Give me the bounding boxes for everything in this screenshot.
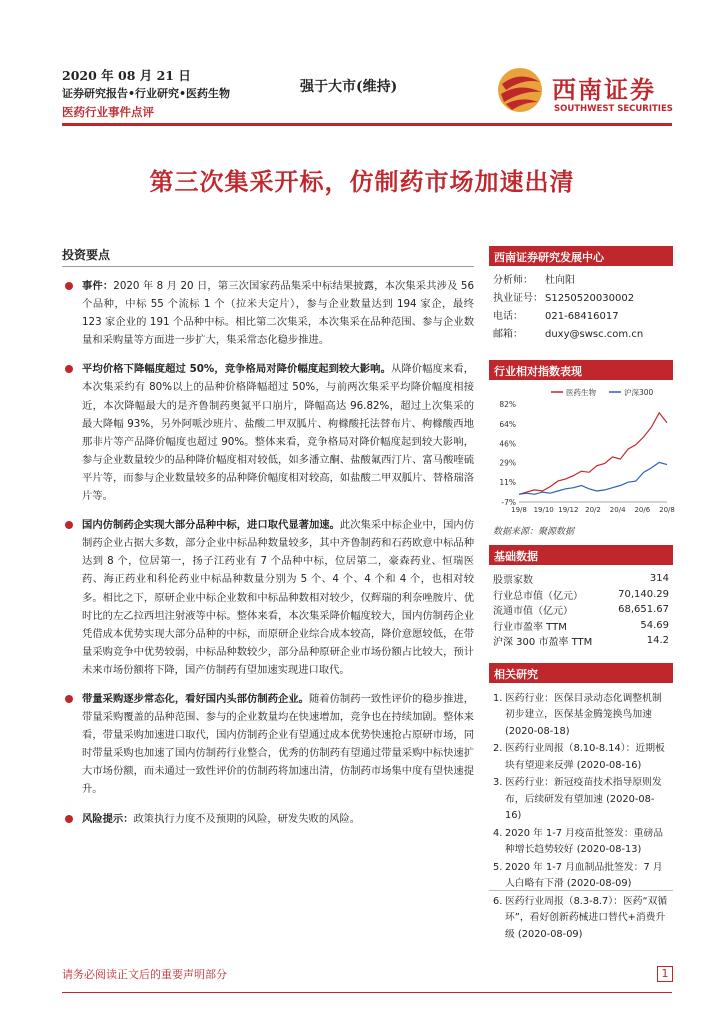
rating: 强于大市(维持) (300, 79, 398, 95)
company-logo (496, 62, 676, 122)
analyst-section-title: 西南证券研究发展中心 (489, 246, 673, 266)
item-text: 医药行业周报（8.10-8.14）：近期板块有望迎来反弹 (2020-08-16) (505, 743, 665, 771)
row-value: 54.69 (640, 619, 669, 631)
related-section-title: 相关研究 (489, 663, 673, 683)
analyst-info (489, 266, 673, 344)
analyst-name-label: 分析师： (493, 275, 533, 286)
bullet-lead: 平均价格下降幅度超过 50%，竞争格局对降价幅度起到较大影响。 (82, 363, 391, 376)
row-label: 流通市值（亿元） (493, 606, 573, 618)
row-value: 14.2 (646, 635, 669, 647)
footer-rule (62, 992, 672, 993)
item-number: 1. (493, 692, 503, 704)
bullet-text: 此次集采中标企业中，国内仿制药企业占据大多数，部分企业中标品种数量较多，其中齐鲁制药和石药欧意中标品种达到 8 个，位居第一，扬子江药业有 7 个品种中标，位居第二，豪森药业、恒瑞医药、海正药业和科伦药业中标品种数量分别为 5 个、4 个、4 个和 4 个，也相对较多。相比之下，原研企业中标企业数和中标品种数相对较少，仅辉瑞的利奈唑胺片、优时比的左乙拉西坦注射液等中标。整体来看，本次集采降价幅度较大，国内仿制药企业凭借成本优势实现大部分品种的中标，而原研企业综合成本较高，降价意愿较低，在带量采购竞争中优势较弱，中标品种数较少，部分品种原研企业市场份额占比较大，预计未来市场份额将下降，国产仿制药有望加速实现进口取代。 (82, 519, 475, 676)
list-item[interactable] (493, 741, 669, 774)
legend-label: 沪深300 (624, 388, 654, 397)
table-row (489, 618, 673, 634)
row-label: 沪深 300 市盈率 TTM (493, 637, 593, 649)
related-list (489, 683, 673, 944)
list-item[interactable] (493, 894, 669, 944)
bullet-event (62, 277, 474, 349)
analyst-phone-label: 电话： (493, 311, 523, 322)
table-row (489, 633, 673, 649)
item-text: 2020 年 1-7 月疫苗批签发：重磅品种增长趋势较好 (2020-08-13) (505, 827, 664, 855)
investment-section-title: 投资要点 (62, 246, 474, 267)
row-label: 行业总市值（亿元） (493, 590, 583, 602)
row-label: 行业市盈率 TTM (493, 621, 567, 633)
x-tick-label: 19/8 (511, 506, 527, 514)
x-tick-label: 20/2 (585, 506, 601, 514)
bullet-text: 随着仿制药一致性评价的稳步推进，带量采购覆盖的品种范围、参与的企业数量均在快速增加，竞争也在持续加剧。整体来看，带量采购加速进口取代，国内仿制药企业有望通过成本优势快速抢占原研市场，同时带量采购也加速了国内仿制药行业整合，优秀的仿制药有望通过带量采购中标快速扩大市场份额，而未通过一致性评价的仿制药将加速出清，仿制药市场集中度有望快速提升。 (82, 692, 475, 796)
bullet-text: 从降价幅度来看，本次集采约有 80%以上的品种价格降幅超过 50%，与前两次集采平均降价幅度相接近，本次降幅最大的是齐鲁制药奥氮平口崩片，降幅高达 96.82%，超过上次集采的最大降幅 93%，另外阿哌沙班片、盐酸二甲双胍片、枸橼酸托法替布片、枸橼酸西地那非片等产品降价幅度也超过 90%。整体来看，竞争格局对降价幅度起到较大影响，参与企业数量较少的品种降价幅度相对较低，如多潘立酮、盐酸氟西汀片、富马酸喹硫平片等，而参与企业数量较多的品种降价幅度相对较高，如盐酸二甲双胍片、替格瑞洛片等。 (82, 363, 474, 503)
row-label: 股票家数 (493, 575, 533, 587)
bullet-dot-icon (65, 521, 73, 529)
sidebar-bottom-rule (489, 890, 673, 891)
bullet-dot-icon (65, 695, 73, 703)
table-row (489, 602, 673, 618)
bullet-dot-icon (65, 365, 73, 373)
table-row (489, 587, 673, 603)
x-tick-label: 20/6 (634, 506, 651, 514)
item-text: 2020 年 1-7 月血制品批签发：7 月人白略有下滑 (2020-08-09) (505, 861, 663, 889)
index-chart (489, 384, 673, 522)
index-chart-svg (489, 384, 673, 522)
bullet-domestic (62, 516, 474, 679)
list-item[interactable] (493, 860, 669, 893)
y-tick-label: -7% (501, 498, 516, 507)
list-item[interactable] (493, 826, 669, 859)
basic-data-table (489, 571, 673, 649)
analyst-phone: 021-68416017 (545, 311, 619, 322)
item-text: 医药行业：医保目录动态化调整机制初步建立，医保基金腾笼换鸟加速 (2020-08-18) (505, 692, 662, 737)
logo-text-cn: 西南证券 (552, 75, 656, 104)
item-number: 4. (493, 827, 503, 839)
report-subtitle: 医药行业事件点评 (62, 105, 154, 119)
bullet-lead: 事件： (82, 280, 114, 292)
table-row (489, 571, 673, 587)
bullet-dot-icon (65, 282, 73, 290)
chart-source: 数据来源：聚源数据 (493, 527, 575, 537)
x-tick-label: 19/10 (533, 506, 554, 514)
row-value: 314 (649, 573, 669, 585)
list-item[interactable] (493, 775, 669, 825)
y-tick-label: 46% (499, 439, 516, 449)
legend-label: 医药生物 (566, 388, 596, 397)
bullet-risk (62, 810, 474, 828)
bullet-text: 政策执行力度不及预期的风险，研发失败的风险。 (133, 812, 361, 825)
x-tick-label: 20/8 (659, 506, 675, 514)
item-number: 5. (493, 861, 503, 873)
bullet-price-drop (62, 360, 474, 505)
item-text: 医药行业周报（8.3-8.7）：医药“双循环”，看好创新药械进口替代+消费升级 (2020-08-09) (505, 895, 668, 940)
header-rule (62, 123, 672, 126)
bullet-dot-icon (65, 815, 73, 823)
bullet-text: 2020 年 8 月 20 日，第三次国家药品集采中标结果披露，本次集采共涉及 56 个品种，中标 55 个流标 1 个（拉米夫定片），参与企业数量达到 194 家企，最终 123 家企业的 191 个品种中标。相比第二次集采，本次集采在品种范围、参与企业数量和采购量等方面进一步扩大，集采常态化稳步推进。 (82, 280, 474, 347)
y-tick-label: 82% (499, 400, 516, 409)
item-number: 2. (493, 743, 503, 754)
y-tick-label: 29% (499, 458, 516, 468)
analyst-name: 杜向阳 (545, 275, 575, 286)
item-number: 3. (493, 777, 503, 788)
item-number: 6. (493, 895, 503, 907)
row-value: 68,651.67 (618, 604, 669, 616)
chart-section-title: 行业相对指数表现 (489, 360, 673, 380)
basic-data-section-title: 基础数据 (489, 545, 673, 565)
bullet-normalization (62, 690, 474, 799)
item-text: 医药行业：新冠疫苗技术指导原则发布，后续研发有望加速 (2020-08-16) (505, 777, 662, 821)
footer-disclaimer[interactable]: 请务必阅读正文后的重要声明部分 (62, 968, 227, 981)
analyst-cert-label: 执业证号： (493, 293, 543, 304)
y-tick-label: 11% (499, 478, 516, 488)
logo-text-en: SOUTHWEST SECURITIES (554, 104, 673, 114)
investment-highlights (62, 246, 474, 839)
series-line-hs300 (519, 462, 667, 494)
page-number: 1 (657, 966, 673, 982)
series-line-pharma (519, 413, 667, 495)
report-category: 证券研究报告•行业研究•医药生物 (62, 87, 231, 100)
analyst-email[interactable]: duxy@swsc.com.cn (545, 329, 644, 340)
y-tick-label: 64% (499, 419, 516, 429)
page-title: 第三次集采开标，仿制药市场加速出清 (149, 167, 575, 196)
analyst-cert: S1250520030002 (545, 293, 635, 304)
bullet-lead: 带量采购逐步常态化，看好国内头部仿制药企业。 (82, 692, 309, 705)
x-tick-label: 19/12 (558, 506, 579, 514)
list-item[interactable] (493, 691, 669, 741)
bullet-lead: 风险提示： (82, 812, 134, 825)
bullet-lead: 国内仿制药企实现大部分品种中标，进口取代显著加速。 (82, 519, 340, 532)
report-date: 2020 年 08 月 21 日 (62, 68, 191, 83)
row-value: 70,140.29 (618, 588, 669, 600)
sidebar (489, 246, 673, 944)
x-tick-label: 20/4 (609, 506, 626, 514)
analyst-email-label: 邮箱： (493, 329, 523, 340)
